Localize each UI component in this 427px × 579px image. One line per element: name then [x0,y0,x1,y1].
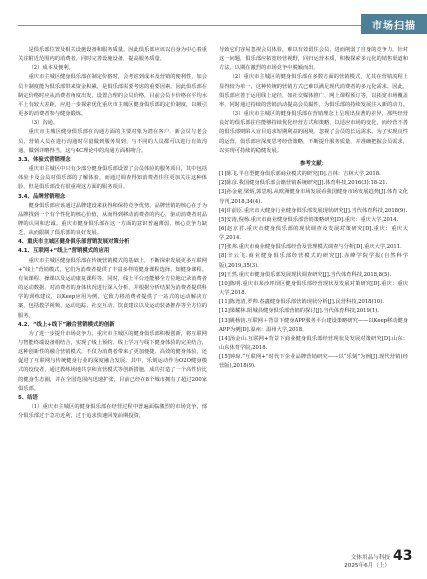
reference-item: [12]梁耀林.阳城县健身俱乐部营销的探讨[J].当代体育科技,2019(1). [219,308,379,315]
section-heading: 4.2、“线上+线下”融合营销模式的创新 [18,321,115,328]
reference-item: [5]安涛,倪杨.重庆市商业健身俱乐部营销策略研究[D].重庆：重庆大学,2014. [219,216,399,223]
body-paragraph: 健身俱乐部应该通过品牌建设来获得和保持竞争优势，品牌营销的核心在于为品牌找到一个有个性化的核心价值，从而得到移动消费者的内心，驱动消费者对品牌的认同和忠诚。重庆市健身俱乐部在这一方面的意识普遍薄弱，核心竞争力缺乏，从而限制了俱乐部的良好发展。 [18,202,207,237]
reference-item: [10]陈明.重庆市某沙坪坝区健身俱乐部经营现状及发展对策研究[D].重庆：重庆大学,2018. [219,280,408,297]
body-paragraph: （2）重庆市主城区的健身俱乐部在多数方面的营销模式，尤其在营销流程上显得较为单一，这种传统的营销方式已难以满足现代消费者的多元化需求。因此，俱乐部应善于运用线上途径，如社交媒体推广、网上课程预订等，以拓宽市场覆盖率，同时通过持续的营销活动提高会员黏性，为俱乐部的持续发展注入新的动力。 [219,74,408,108]
page-number: 43 [393,548,413,564]
reference-item: [4]许前臣.重庆市大健身行业健身俱乐部发展现状研究[J].当代体育科技,2018(9). [219,207,408,214]
journal-name: 文体用品与科技 [350,555,390,561]
body-paragraph: （1）重庆市主城区的健身俱乐部在经营过程中普遍面临激烈的市场竞争，部分俱乐部过于急功近利，过于追求快速回笼前期投资， [18,404,207,420]
header-rule [18,25,361,26]
reference-item: [11]陈尧清,罗帅.春鑫健身俱乐部营销现状分析[J].民营科技,2018(10). [219,299,384,306]
reference-item: [14]汤金山.互联网+背景下商业健身俱乐部经营现状及发展对策研究[D].山东：山东体育学院,2018. [219,335,408,351]
reference-item: [7]张邦.重庆市商业健身俱乐部经营及管理模式调查与分析[D].重庆大学,2011. [219,244,402,251]
section-heading: 3.4、品牌营销理念 [18,193,66,200]
section-heading: 4、重庆市主城区健身俱乐部营销发展对策分析 [18,239,130,246]
body-paragraph: 重庆市主城区健身俱乐部在传统营销模式的基础上，不断探索发展更多互联网+“线上”营销模式，它们为消费者提供了丰富多样的健身课程选择、知健身课程、有氧课程、操课以及运动康复课程等，同时，线上平台还能够全方位地记录消费者的运动数据，对消费者的身体状况进行深入分析，并根据分析结果为消费者提供科学的训练建议，以Keep应用为例，它致力将消费者提供了一站式的运动解决方案，包括教学视频、运动追踪、社交互动、饮食建议以及运动装备推荐等全方位的服务。 [18,257,207,319]
right-column [219,46,408,371]
body-paragraph: 是俱乐部位置及相关设施设备和服务质量。因此俱乐部应该以自身为中心着重关注附近范围内的消费者，同时完善设施设备，提高服务质量。 [18,47,207,63]
body-paragraph: （3）沟通。 [28,120,59,127]
references-heading: 参考文献： [300,160,327,167]
body-paragraph: （2）成本及便利。 [28,65,74,72]
body-paragraph: 导致它们容易忽视会员体验，难以有效留住会员，进而削弱了自身的竞争力。针对这一问题，俱乐部应拓宽经营视野，回归运营本质，积极探索多元化的销售渠道和方法，以期在激烈的市场竞争中脱颖而出。 [219,47,408,72]
body-paragraph: 重庆市主城区中只有少部分健身俱乐部设置了会员体验的服务项目，其中包括体验卡及会员对俱乐部的了解体验，而通过调查得知消费者往往更加关注这种体验，但是俱乐部没有很重视这方面的服务项目。 [18,166,207,191]
page-header [0,0,427,36]
left-column [18,46,207,421]
reference-item: [1]陈飞.半自型健身俱乐部商业模式的研究[D].吉林：吉林大学,2018. [219,171,381,178]
body-paragraph: 重庆市主城区健身俱乐部在沟通方面的主要对象为潜在客户、新会员与老会员，营销人员在进行沟通时尽量做到服务周到，与不同的人员都可以进行有效沟通，做到详略得当，这与4C理论中的沟通方面相吻合。 [18,129,207,154]
body-paragraph: （3）重庆市主城区的健身俱乐部在营销理念上呈现出显著的差异，那些经营良好的俱乐部往往能够持续优化经营方式和策略，以适应市场的变化，而经营不善的俱乐部则陷入盲目追求短期利益的困境。忽视了会员的长远需求。为了实现良性的运营，俱乐部应深度思考经营策略，不断提升服务质量，并准确把握会员需求，以实现可持续的稳健发展。 [219,111,408,154]
section-title: 市场扫描 [372,21,416,32]
section-heading: 5、结语 [18,394,38,401]
reference-item: [2]陈彦.我国健身俱乐部会籍营销系统研究[J].体育科技,2016(3):18-21. [219,180,388,187]
reference-item: [3]孙金童,梁炳,郭思明.从欧洲健身市场发展看我国健身市场发展趋势[J].体育文化导刊,2018,34(4). [219,189,408,205]
body-paragraph: 为了进一步提升市场竞争力，重庆市主城区的健身俱乐部积极创新，将互联网与智能终端设备相结合，实现了线上预约、线上学习与线下健身体验的完美结合，这种创新性的融合营销模式，不仅为消费者带来了更加便捷、高效的健身体验，还促进了互联网与传统健身行业的深度融合发展。其中，乐刻运动作为O2O健身模式的佼佼者，通过教练场地共享和直营模式等创新措施，成功打造了一个高性价比的健身生态圈，并在全国范围内迅速扩张，目前已经在8个城市拥有了超过200家俱乐部。 [18,330,207,392]
reference-item: [15]钟琼.“互联网+”时代下企业品牌营销研究——以“乐刻”为例[J].现代营销(经营版),2018(9). [219,354,408,370]
section-heading: 4.1、互联网+“线上”营销模式的应用 [18,248,110,255]
issue-date: 2025年6月（上） [344,563,390,569]
reference-item: [6]赵京君.重庆市健身俱乐部的现状调查及发展对策研究[D].重庆：重庆大学,2014. [219,225,408,242]
footer-info [300,554,390,570]
section-tab [361,14,427,34]
reference-item: [13]姚杨钧.互联网＋背景下健身APP服务平台建设策略研究——以Keep移动健身APP为例[D].温州：温州大学,2018. [219,317,408,333]
section-heading: 3.3、体验式营销理念 [18,156,71,163]
reference-item: [9]王然.重庆市健身俱乐部发展现状调查研究[J].当代体育科技,2018,8(5). [219,271,392,278]
body-paragraph: 重庆市主城区健身俱乐部在制定价格时，会考虑到成本及营销的便利性，如会员卡制度能为俱乐部带来资金积累，是俱乐部需要考虑的重要因素。因此俱乐部在制定价格时应从消费者角度出发，设置合理的会员价格，目前会员卡价格在平均水平上有较大差距，应进一步探索优化重庆市主城区健身俱乐部的定价制度，以吸引更多的消费者参与健身锻炼。 [18,74,207,118]
reference-item: [8]辛云飞.商业健身俱乐部经营模式的研究[J].赤峰学院学报(自然科学版),2019,35(3). [219,253,408,269]
